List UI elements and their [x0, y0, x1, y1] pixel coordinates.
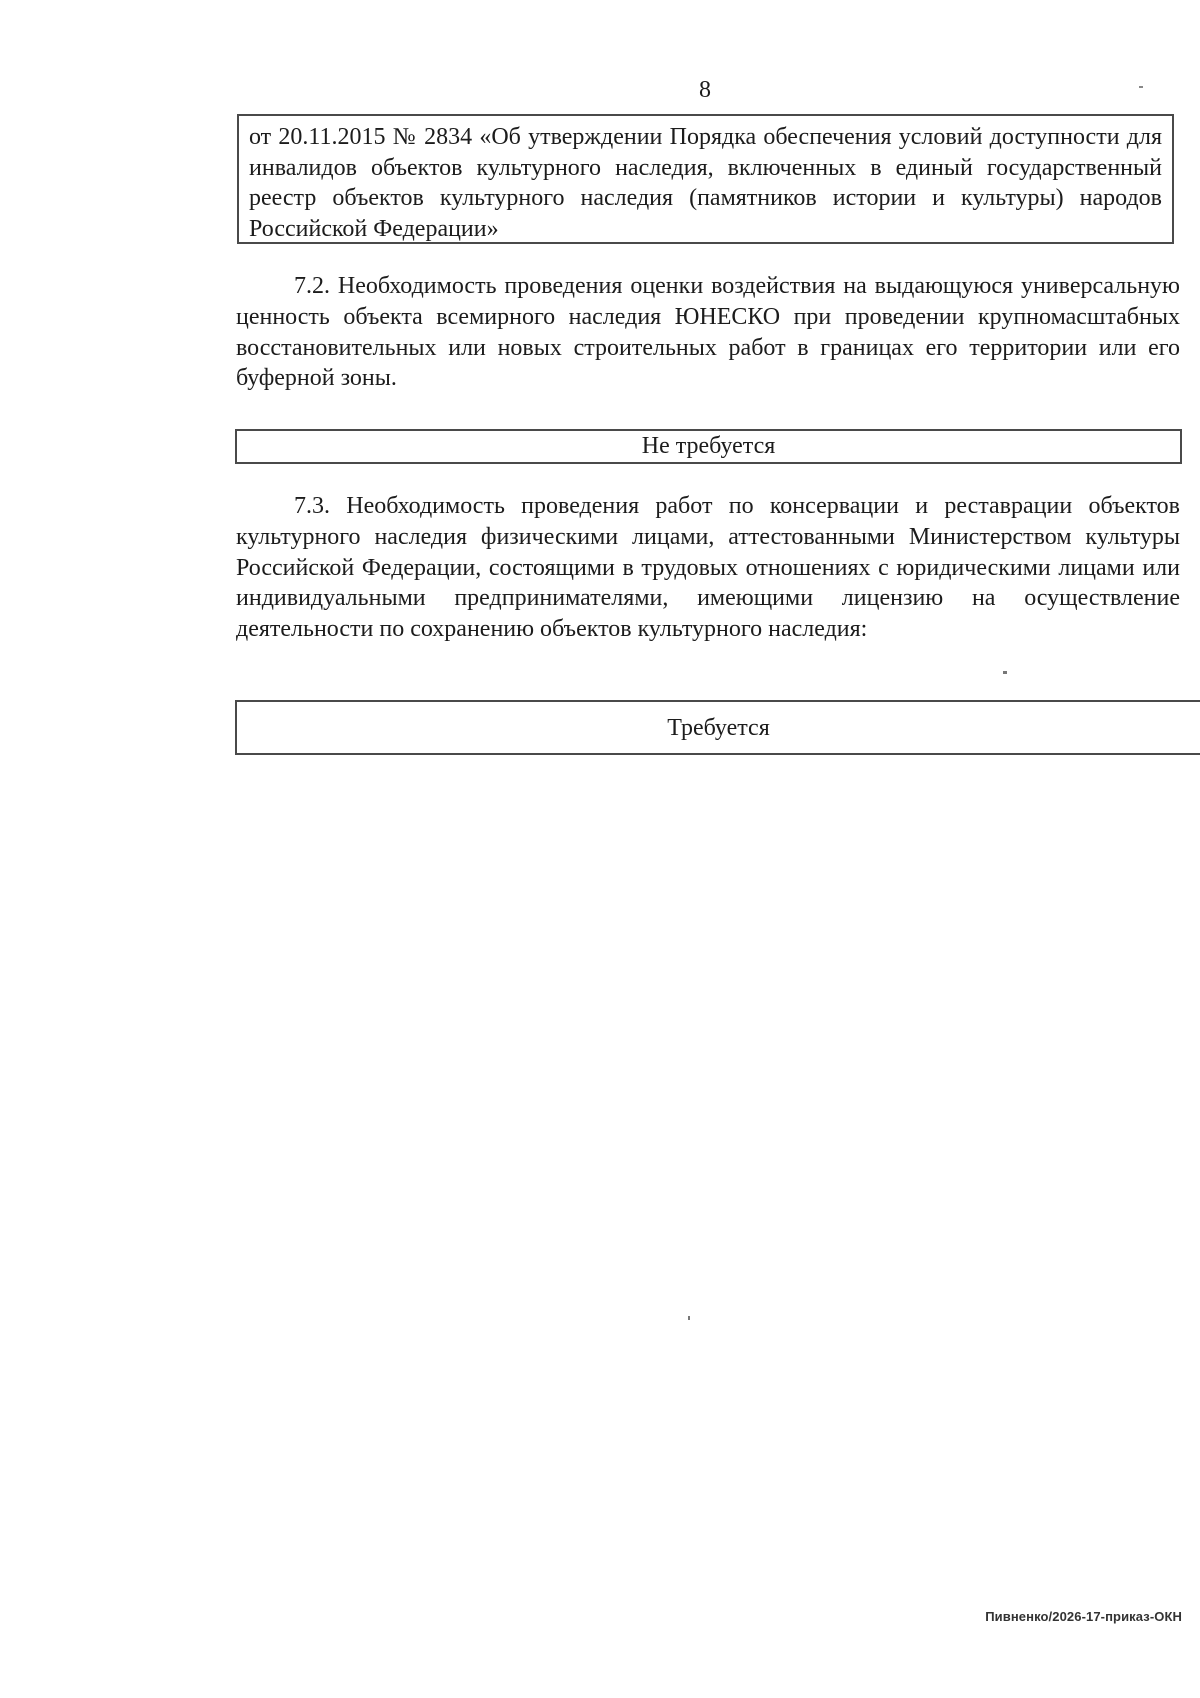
- page-number: 8: [699, 77, 711, 103]
- section-7-2-text: 7.2. Необходимость проведения оценки воздействия на выдающуюся универсальную ценность объекта всемирного наследия ЮНЕСКО при проведении крупномасштабных восстановительных или новых строительных работ в границах его территории или его буферной зоны.: [236, 273, 1180, 392]
- stray-mark-2: [688, 1316, 690, 1320]
- footer-document-code: Пивненко/2026-17-приказ-ОКН: [985, 1609, 1182, 1624]
- stray-mark-1: [1003, 671, 1007, 674]
- continuation-box: [237, 114, 1174, 244]
- section-7-3-answer-box: [235, 700, 1200, 755]
- section-7-3-answer: Требуется: [667, 715, 770, 741]
- continuation-text: от 20.11.2015 № 2834 «Об утверждении Порядка обеспечения условий доступности для инвалидов объектов культурного наследия, включенных в единый государственный реестр объектов культурного наследия (памятников истории и культуры) народов Российской Федерации»: [249, 124, 1162, 242]
- corner-mark: [1139, 86, 1143, 88]
- section-7-2-answer: Не требуется: [641, 433, 776, 459]
- section-7-3-text: 7.3. Необходимость проведения работ по консервации и реставрации объектов культурного наследия физическими лицами, аттестованными Министерством культуры Российской Федерации, состоящими в трудовых отношениях с юридическими лицами или индивидуальными предпринимателями, имеющими лицензию на осуществление деятельности по сохранению объектов культурного наследия:: [236, 493, 1180, 643]
- section-7-2-answer-box: [235, 429, 1182, 464]
